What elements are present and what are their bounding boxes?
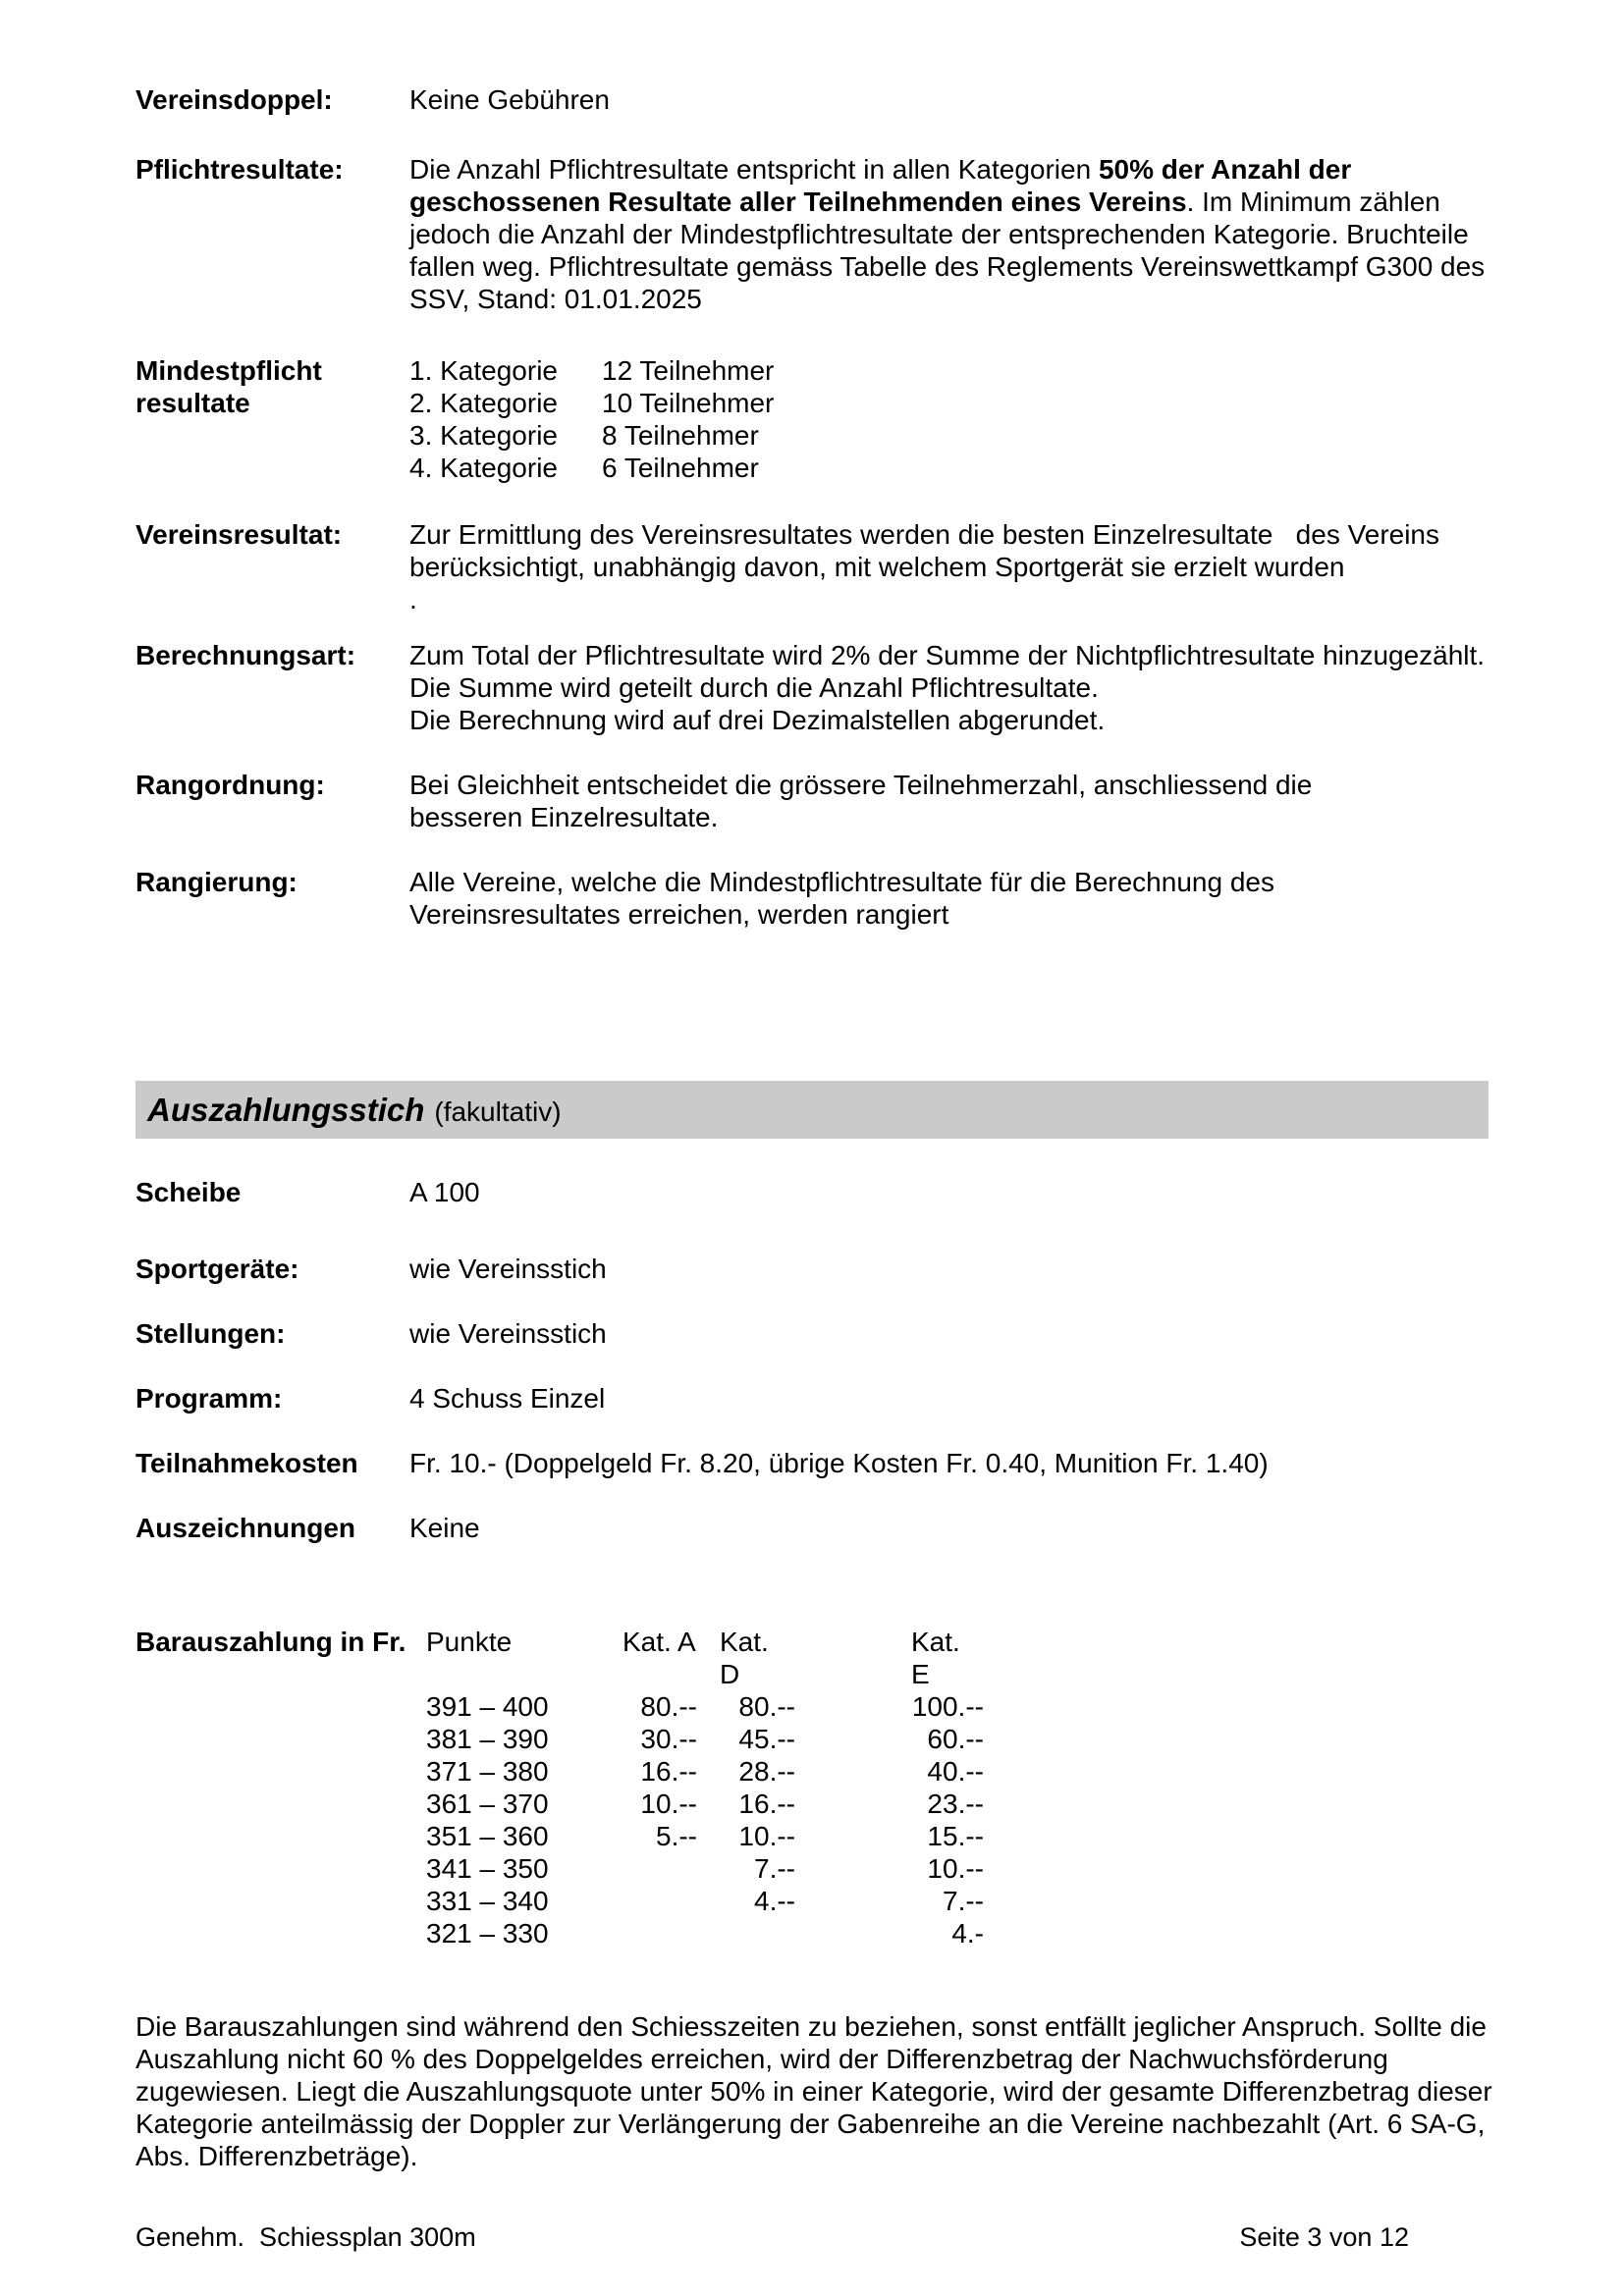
teilnehmer-cell: 8 Teilnehmer xyxy=(602,420,759,451)
field-label-stellungen: Stellungen: xyxy=(135,1318,286,1349)
table-row xyxy=(409,387,1502,419)
teilnehmer-cell: 10 Teilnehmer xyxy=(602,388,775,418)
mindestpflicht-label-line2: resultate xyxy=(135,388,250,418)
field-row-berechnungsart xyxy=(135,639,1502,736)
field-label-rangordnung: Rangordnung: xyxy=(135,770,325,800)
column-header-kat-d: Kat. D xyxy=(720,1627,769,1689)
kat-e-cell: 100.-- xyxy=(911,1691,984,1722)
pflicht-text-start: Die Anzahl Pflichtresultate entspricht in allen Kategorien xyxy=(409,154,1099,185)
footnote-paragraph: Die Barauszahlungen sind während den Schiesszeiten zu beziehen, sonst entfällt jeglicher Anspruch. Sollte die Auszahlung nicht 60 % des Doppelgeldes erreichen, wird der Differenzbetrag der Nachwuchsförderung zugewiesen. Liegt die Auszahlungsquote unter 50% in einer Kategorie, wird der gesamte Differenzbetrag dieser Kategorie anteilmässig der Doppler zur Verlängerung der Gabenreihe an die Vereine nachbezahlt (Art. 6 SA-G, Abs. Differenzbeträge). xyxy=(135,2011,1492,2171)
field-label-rangierung: Rangierung: xyxy=(135,867,298,897)
page-footer xyxy=(135,2221,1502,2254)
punkte-cell: 341 – 350 xyxy=(426,1853,549,1884)
text-line: Zum Total der Pflichtresultate wird 2% der Summe der Nichtpflichtresultate hinzugezählt. xyxy=(409,640,1486,670)
footer-document-title: Genehm. Schiessplan 300m xyxy=(135,2222,476,2252)
field-label-auszeichnungen: Auszeichnungen xyxy=(135,1513,356,1543)
field-label-programm: Programm: xyxy=(135,1383,283,1414)
kategorie-cell: 4. Kategorie xyxy=(409,453,558,483)
table-row xyxy=(426,1788,1502,1820)
field-row-stellungen xyxy=(135,1317,1502,1350)
kat-d-cell xyxy=(720,1917,795,1949)
kat-a-cell: 80.-- xyxy=(640,1691,697,1722)
field-row-programm xyxy=(135,1382,1502,1415)
table-row xyxy=(426,1852,1502,1885)
kat-d-cell: 10.-- xyxy=(738,1821,795,1851)
pflicht-text-bold: 50% der Anzahl der geschossenen Resultate aller Teilnehmenden eines Vereins xyxy=(409,154,1352,217)
kat-e-cell: 7.-- xyxy=(943,1886,984,1916)
punkte-cell: 391 – 400 xyxy=(426,1691,549,1722)
column-header-punkte: Punkte xyxy=(426,1627,513,1657)
kategorie-cell: 1. Kategorie xyxy=(409,355,558,386)
field-value-scheibe: A 100 xyxy=(409,1177,480,1207)
field-row-teilnahmekosten xyxy=(135,1447,1502,1479)
field-value-teilnahmekosten: Fr. 10.- (Doppelgeld Fr. 8.20, übrige Kosten Fr. 0.40, Munition Fr. 1.40) xyxy=(409,1448,1269,1478)
pflicht-text-end: . Im Minimum zählen jedoch die Anzahl der Mindestpflichtresultate der entsprechenden Kategorie. Bruchteile fallen weg. Pflichtresultate gemäss Tabelle des Reglements Vereinswettkampf G300 des SSV, Stand: 01.01.2025 xyxy=(409,187,1486,314)
text-line: Bei Gleichheit entscheidet die grössere Teilnehmerzahl, anschliessend die xyxy=(409,770,1313,800)
field-label-berechnungsart: Berechnungsart: xyxy=(135,640,356,670)
mindestpflicht-label-line1: Mindestpflicht xyxy=(135,355,322,386)
kat-d-cell: 45.-- xyxy=(738,1724,795,1754)
kategorie-cell: 3. Kategorie xyxy=(409,420,558,451)
table-row xyxy=(409,354,1502,387)
punkte-cell: 361 – 370 xyxy=(426,1789,549,1819)
kat-e-cell: 4.- xyxy=(951,1918,984,1949)
section-banner-auszahlungsstich xyxy=(135,1081,1489,1139)
field-label-barauszahlung: Barauszahlung in Fr. xyxy=(135,1627,406,1657)
field-row-scheibe xyxy=(135,1176,1502,1208)
field-value-vereinsresultat xyxy=(409,518,1502,615)
table-row xyxy=(409,452,1502,484)
kat-d-cell: 4.-- xyxy=(754,1886,795,1916)
column-header-kat-a: Kat. A xyxy=(623,1627,696,1657)
field-row-barauszahlung xyxy=(135,1626,1502,1949)
kat-a-cell xyxy=(623,1852,697,1885)
field-value-stellungen: wie Vereinsstich xyxy=(409,1318,607,1349)
field-label-vereinsresultat: Vereinsresultat: xyxy=(135,519,343,550)
field-value-pflichtresultate xyxy=(409,153,1502,315)
field-row-sportgeraete xyxy=(135,1253,1502,1285)
field-value-berechnungsart xyxy=(409,639,1502,736)
kat-a-cell xyxy=(623,1917,697,1949)
field-label-scheibe: Scheibe xyxy=(135,1177,242,1207)
field-label-pflichtresultate: Pflichtresultate: xyxy=(135,154,344,185)
kat-d-cell: 16.-- xyxy=(738,1789,795,1819)
kat-e-cell: 40.-- xyxy=(927,1756,984,1787)
text-line: berücksichtigt, unabhängig davon, mit welchem Sportgerät sie erzielt wurden xyxy=(409,552,1345,582)
kat-a-cell: 10.-- xyxy=(640,1789,697,1819)
field-row-vereinsdoppel xyxy=(135,83,1502,116)
field-label-mindestpflichtresultate xyxy=(135,354,409,419)
teilnehmer-cell: 6 Teilnehmer xyxy=(602,453,759,483)
table-row xyxy=(426,1820,1502,1852)
kat-a-cell: 16.-- xyxy=(640,1756,697,1787)
field-value-programm: 4 Schuss Einzel xyxy=(409,1383,606,1414)
teilnehmer-cell: 12 Teilnehmer xyxy=(602,355,775,386)
kat-a-cell xyxy=(623,1885,697,1917)
barauszahlung-table xyxy=(409,1626,1502,1949)
kat-d-cell: 7.-- xyxy=(754,1853,795,1884)
field-value-sportgeraete: wie Vereinsstich xyxy=(409,1254,607,1284)
kat-d-cell: 28.-- xyxy=(738,1756,795,1787)
punkte-cell: 351 – 360 xyxy=(426,1821,549,1851)
field-label-vereinsdoppel: Vereinsdoppel: xyxy=(135,84,333,115)
text-line: Die Summe wird geteilt durch die Anzahl Pflichtresultate. xyxy=(409,672,1099,703)
column-header-kat-e: Kat. E xyxy=(911,1627,960,1689)
kat-e-cell: 60.-- xyxy=(927,1724,984,1754)
text-line: Vereinsresultates erreichen, werden rangiert xyxy=(409,899,949,930)
kat-e-cell: 10.-- xyxy=(927,1853,984,1884)
table-row xyxy=(426,1690,1502,1723)
punkte-cell: 321 – 330 xyxy=(426,1918,549,1949)
kategorie-cell: 2. Kategorie xyxy=(409,388,558,418)
section-title: Auszahlungsstich xyxy=(147,1092,425,1128)
table-row xyxy=(409,419,1502,452)
field-label-teilnahmekosten: Teilnahmekosten xyxy=(135,1448,358,1478)
punkte-cell: 381 – 390 xyxy=(426,1724,549,1754)
kat-e-cell: 15.-- xyxy=(927,1821,984,1851)
table-row xyxy=(426,1723,1502,1755)
field-row-mindestpflichtresultate xyxy=(135,354,1502,484)
kat-a-cell: 5.-- xyxy=(656,1821,697,1851)
kat-d-cell: 80.-- xyxy=(738,1691,795,1722)
table-row xyxy=(426,1917,1502,1949)
field-value-auszeichnungen: Keine xyxy=(409,1513,480,1543)
punkte-cell: 331 – 340 xyxy=(426,1886,549,1916)
field-row-pflichtresultate xyxy=(135,153,1502,315)
footer-page-number: Seite 3 von 12 xyxy=(1239,2222,1409,2252)
text-line: . xyxy=(409,584,417,614)
field-value-rangordnung xyxy=(409,769,1502,833)
field-value-rangierung xyxy=(409,866,1502,931)
text-line: besseren Einzelresultate. xyxy=(409,802,719,832)
punkte-cell: 371 – 380 xyxy=(426,1756,549,1787)
text-line: Zur Ermittlung des Vereinsresultates werden die besten Einzelresultate des Vereins xyxy=(409,519,1440,550)
field-row-rangordnung xyxy=(135,769,1502,833)
field-row-rangierung xyxy=(135,866,1502,931)
kat-a-cell: 30.-- xyxy=(640,1724,697,1754)
field-row-vereinsresultat xyxy=(135,518,1502,615)
mindestpflicht-table xyxy=(409,354,1502,484)
field-row-auszeichnungen xyxy=(135,1512,1502,1544)
text-line: Die Berechnung wird auf drei Dezimalstellen abgerundet. xyxy=(409,705,1106,735)
table-row xyxy=(426,1885,1502,1917)
table-row xyxy=(426,1755,1502,1788)
text-line: Alle Vereine, welche die Mindestpflichtresultate für die Berechnung des xyxy=(409,867,1274,897)
table-header-row xyxy=(426,1626,1502,1690)
section-subtitle: (fakultativ) xyxy=(434,1096,562,1127)
field-label-sportgeraete: Sportgeräte: xyxy=(135,1254,299,1284)
kat-e-cell: 23.-- xyxy=(927,1789,984,1819)
field-value-vereinsdoppel: Keine Gebühren xyxy=(409,84,610,115)
